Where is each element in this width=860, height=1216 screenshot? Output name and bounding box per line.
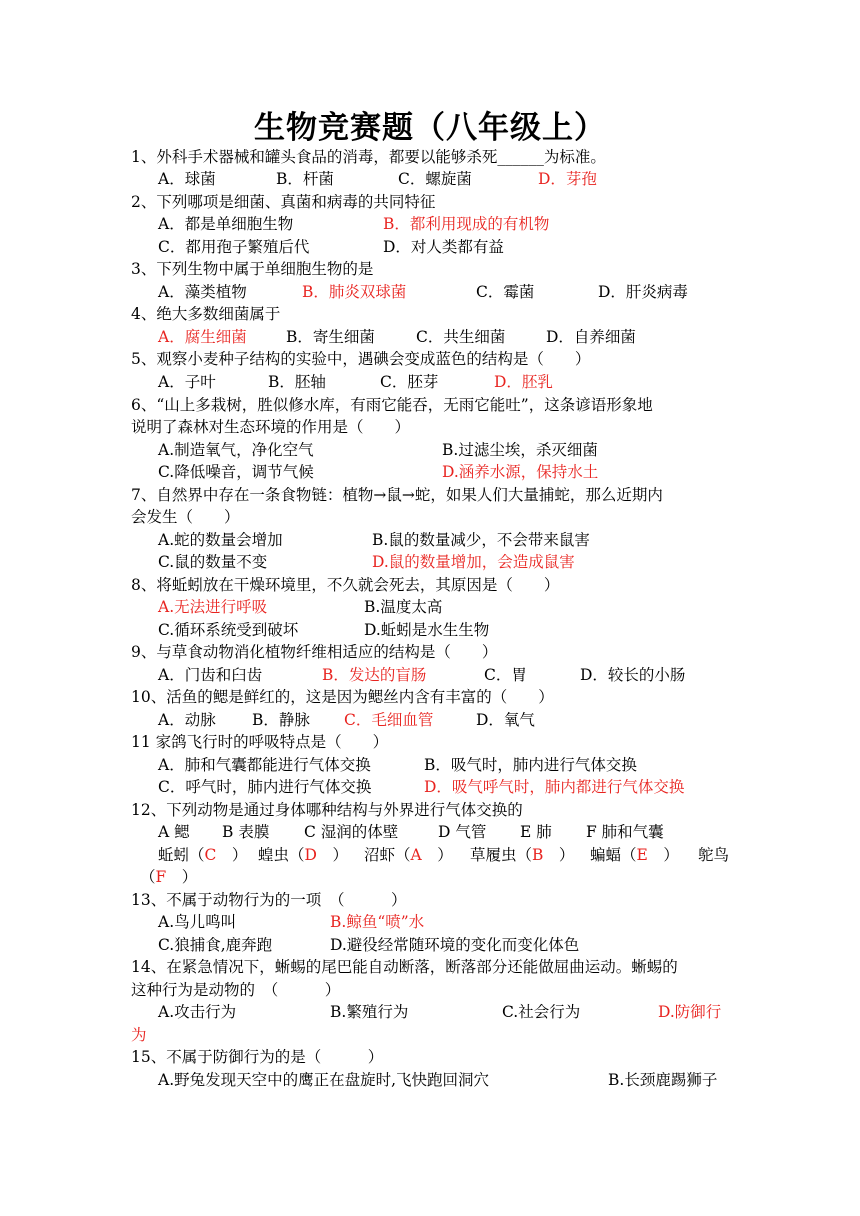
q4-option-a-answer: A．腐生细菌 xyxy=(158,328,247,346)
q8-option-c: C.循环系统受到破坏 xyxy=(158,621,299,639)
q2-option-c: C．都用孢子繁殖后代 xyxy=(158,238,310,256)
q5-option-b: B．胚轴 xyxy=(268,373,326,391)
q12-animal-4-answer: B xyxy=(532,846,544,864)
q12-animal-4: 草履虫（B ） xyxy=(470,846,575,864)
q2-option-b-answer: B．都利用现成的有机物 xyxy=(383,215,550,233)
question-1-stem: 1、外科手术器械和罐头食品的消毒，都要以能够杀死______为标准。 xyxy=(131,148,606,166)
q5-option-c: C．胚芽 xyxy=(380,373,439,391)
question-7-stem-line2: 会发生（ ） xyxy=(131,508,240,526)
q1-option-b: B．杆菌 xyxy=(276,170,334,188)
q12-option-f: F 肺和气囊 xyxy=(586,823,664,841)
q15-option-a: A.野兔发现天空中的鹰正在盘旋时,飞快跑回洞穴 xyxy=(158,1071,490,1089)
q10-option-d: D．氧气 xyxy=(476,711,535,729)
q12-option-c: C 湿润的体壁 xyxy=(304,823,399,841)
question-7-stem-line1: 7、自然界中存在一条食物链：植物→鼠→蛇，如果人们大量捕蛇，那么近期内 xyxy=(131,486,663,504)
q9-option-a: A．门齿和臼齿 xyxy=(158,666,263,684)
q14-option-b: B.繁殖行为 xyxy=(330,1003,409,1021)
q7-option-b: B.鼠的数量减少，不会带来鼠害 xyxy=(372,531,590,549)
q2-option-d: D．对人类都有益 xyxy=(383,238,504,256)
q6-option-b: B.过滤尘埃，杀灭细菌 xyxy=(442,441,598,459)
question-8-stem: 8、将蚯蚓放在干燥环境里，不久就会死去，其原因是（ ） xyxy=(131,576,560,594)
q2-option-a: A．都是单细胞生物 xyxy=(158,215,294,233)
q6-option-d-answer: D.涵养水源，保持水土 xyxy=(442,463,599,481)
q12-option-d: D 气管 xyxy=(438,823,487,841)
q12-animal-6: 鸵鸟 xyxy=(698,846,730,864)
q5-option-a: A．子叶 xyxy=(158,373,216,391)
q8-option-d: D.蚯蚓是水生生物 xyxy=(364,621,490,639)
q12-animal-1: 蚯蚓（C ） xyxy=(158,846,248,864)
q10-option-a: A．动脉 xyxy=(158,711,216,729)
q14-option-d-answer: D.防御行 xyxy=(658,1003,722,1021)
q5-option-d-answer: D．胚乳 xyxy=(494,373,553,391)
q13-option-c: C.狼捕食,鹿奔跑 xyxy=(158,936,273,954)
q7-option-c: C.鼠的数量不变 xyxy=(158,553,268,571)
q14-option-c: C.社会行为 xyxy=(502,1003,581,1021)
q12-animal-1-answer: C xyxy=(204,846,217,864)
page-title: 生物竞赛题（八年级上） xyxy=(254,110,606,146)
q9-option-c: C．胃 xyxy=(484,666,527,684)
q12-animal-2: 蝗虫（D ） xyxy=(258,846,348,864)
q11-option-a: A．肺和气囊都能进行气体交换 xyxy=(158,756,371,774)
q9-option-b-answer: B．发达的盲肠 xyxy=(322,666,427,684)
q4-option-b: B．寄生细菌 xyxy=(286,328,375,346)
question-6-stem-line2: 说明了森林对生态环境的作用是（ ） xyxy=(131,418,411,436)
q6-option-a: A.制造氧气，净化空气 xyxy=(158,441,314,459)
question-5-stem: 5、观察小麦种子结构的实验中，遇碘会变成蓝色的结构是（ ） xyxy=(131,350,591,368)
q8-option-b: B.温度太高 xyxy=(364,598,443,616)
q7-option-d-answer: D.鼠的数量增加，会造成鼠害 xyxy=(372,553,575,571)
q3-option-c: C．霉菌 xyxy=(476,283,535,301)
q1-option-d-answer: D．芽孢 xyxy=(538,170,597,188)
q12-animal-3: 沼虾（A ） xyxy=(364,846,453,864)
q3-option-a: A．藻类植物 xyxy=(158,283,247,301)
question-4-stem: 4、绝大多数细菌属于 xyxy=(131,305,281,323)
q11-option-d-answer: D．吸气呼气时，肺内都进行气体交换 xyxy=(424,778,685,796)
question-6-stem-line1: 6、“山上多栽树，胜似修水库，有雨它能吞，无雨它能吐”，这条谚语形象地 xyxy=(131,396,653,414)
q11-option-c: C．呼气时，肺内进行气体交换 xyxy=(158,778,372,796)
q12-option-a: A 鳃 xyxy=(158,823,190,841)
question-3-stem: 3、下列生物中属于单细胞生物的是 xyxy=(131,260,374,278)
q4-option-c: C．共生细菌 xyxy=(416,328,506,346)
question-14-stem-line1: 14、在紧急情况下，蜥蜴的尾巴能自动断落，断落部分还能做屈曲运动。蜥蜴的 xyxy=(131,958,678,976)
q6-option-c: C.降低噪音，调节气候 xyxy=(158,463,314,481)
q7-option-a: A.蛇的数量会增加 xyxy=(158,531,283,549)
q12-animal-5-answer: E xyxy=(636,846,648,864)
q12-animal-6-answer: F xyxy=(155,868,167,886)
q12-animal-3-answer: A xyxy=(410,846,422,864)
question-13-stem: 13、不属于动物行为的一项 （ ） xyxy=(131,891,407,909)
q10-option-b: B．静脉 xyxy=(252,711,310,729)
q12-animal-5: 蝙蝠（E ） xyxy=(590,846,679,864)
q1-option-a: A．球菌 xyxy=(158,170,216,188)
q14-option-d-answer-wrap: 为 xyxy=(131,1026,147,1044)
question-14-stem-line2: 这种行为是动物的 （ ） xyxy=(131,981,341,999)
q13-option-a: A.鸟儿鸣叫 xyxy=(158,913,237,931)
question-15-stem: 15、不属于防御行为的是（ ） xyxy=(131,1048,384,1066)
q13-option-b-answer: B.鲸鱼“喷”水 xyxy=(330,913,425,931)
q3-option-d: D．肝炎病毒 xyxy=(598,283,688,301)
q10-option-c-answer: C．毛细血管 xyxy=(344,711,434,729)
question-12-animals-wrap: （F ） xyxy=(140,868,198,886)
question-11-stem: 11 家鸽飞行时的呼吸特点是（ ） xyxy=(131,733,389,751)
question-9-stem: 9、与草食动物消化植物纤维相适应的结构是（ ） xyxy=(131,643,498,661)
question-2-stem: 2、下列哪项是细菌、真菌和病毒的共同特征 xyxy=(131,193,436,211)
q15-option-b: B.长颈鹿踢狮子 xyxy=(608,1071,718,1089)
q12-option-e: E 肺 xyxy=(520,823,552,841)
q12-animal-2-answer: D xyxy=(304,846,317,864)
q3-option-b-answer: B．肺炎双球菌 xyxy=(302,283,407,301)
question-10-stem: 10、活鱼的鳃是鲜红的，这是因为鳃丝内含有丰富的（ ） xyxy=(131,688,554,706)
q1-option-c: C．螺旋菌 xyxy=(398,170,472,188)
q9-option-d: D．较长的小肠 xyxy=(580,666,686,684)
q14-option-a: A.攻击行为 xyxy=(158,1003,237,1021)
q8-option-a-answer: A.无法进行呼吸 xyxy=(158,598,268,616)
q12-option-b: B 表膜 xyxy=(222,823,270,841)
question-12-stem: 12、下列动物是通过身体哪种结构与外界进行气体交换的 xyxy=(131,801,523,819)
q11-option-b: B．吸气时，肺内进行气体交换 xyxy=(424,756,637,774)
q13-option-d: D.避役经常随环境的变化而变化体色 xyxy=(330,936,580,954)
q4-option-d: D．自养细菌 xyxy=(546,328,636,346)
